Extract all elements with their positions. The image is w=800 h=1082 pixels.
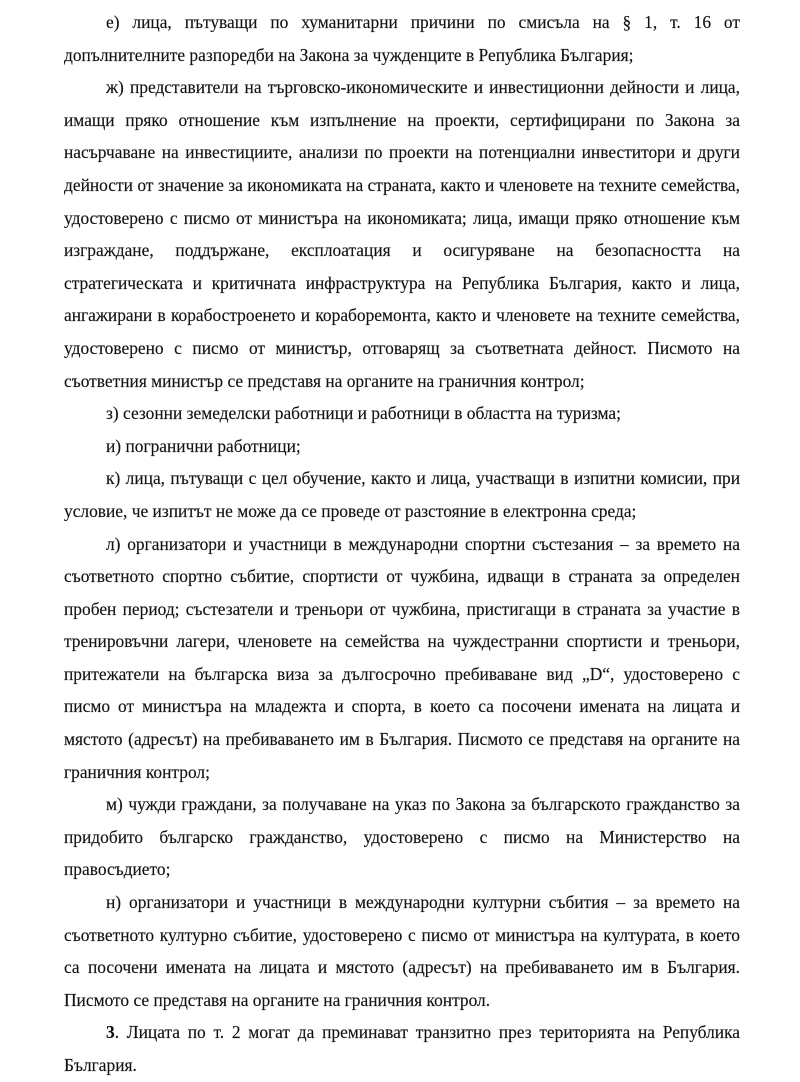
paragraph-l: л) организатори и участници в международни спортни състезания – за времето на съответното спортно събитие, спортисти от чужбина, идващи в страната за определен пробен период; състезатели и треньори от чужбина, пристигащи в страната за участие в тренировъчни лагери, членовете на семейства на чуждестранни спортисти и треньори, притежатели на българска виза за дългосрочно пребиваване вид „D“, удостоверено с писмо от министъра на младежта и спорта, в което са посочени имената на лицата и мястото (адресът) на пребиваването им в България. Писмото се представя на органите на граничния контрол; — [64, 533, 740, 782]
paragraph-n: н) организатори и участници в международни културни събития – за времето на съответното културно събитие, удостоверено с писмо от министъра на културата, в което са посочени имената на лицата и мястото (адресът) на пребиваването им в България. Писмото се представя на органите на граничния контрол. — [64, 892, 740, 1010]
item-3-number: 3 — [106, 1022, 115, 1043]
paragraph-m: м) чужди граждани, за получаване на указ по Закона за българското гражданство за придобито българско гражданство, удостоверено с писмо на Министерство на правосъдието; — [64, 794, 740, 880]
paragraph-k: к) лица, пътуващи с цел обучение, както и лица, участващи в изпитни комисии, при условие, че изпитът не може да се проведе от разстояние в електронна среда; — [64, 468, 740, 521]
paragraph-z: з) сезонни земеделски работници и работници в областта на туризма; — [106, 403, 621, 424]
paragraph-item-3 — [64, 1016, 740, 1081]
item-3-text: . Лицата по т. 2 могат да преминават транзитно през територията на Република България. — [64, 1022, 740, 1075]
paragraph-e: е) лица, пътуващи по хуманитарни причини по смисъла на § 1, т. 16 от допълнителните разпоредби на Закона за чужденците в Република България; — [64, 12, 740, 65]
paragraph-zh: ж) представители на търговско-икономическите и инвестиционни дейности и лица, имащи пряко отношение към изпълнение на проекти, сертифицирани по Закона за насърчаване на инвестициите, анализи по проекти на потенциални инвеститори и други дейности от значение за икономиката на страната, както и членовете на техните семейства, удостоверено с писмо от министъра на икономиката; лица, имащи пряко отношение към изграждане, поддържане, експлоатация и осигуряване на безопасността на стратегическата и критичната инфраструктура на Република България, както и лица, ангажирани в корабостроенето и кораборемонта, както и членовете на техните семейства, удостоверено с писмо от министър, отговарящ за съответната дейност. Писмото на съответния министър се представя на органите на граничния контрол; — [64, 77, 740, 391]
paragraph-i: и) погранични работници; — [106, 435, 301, 456]
document-page — [64, 6, 740, 1082]
